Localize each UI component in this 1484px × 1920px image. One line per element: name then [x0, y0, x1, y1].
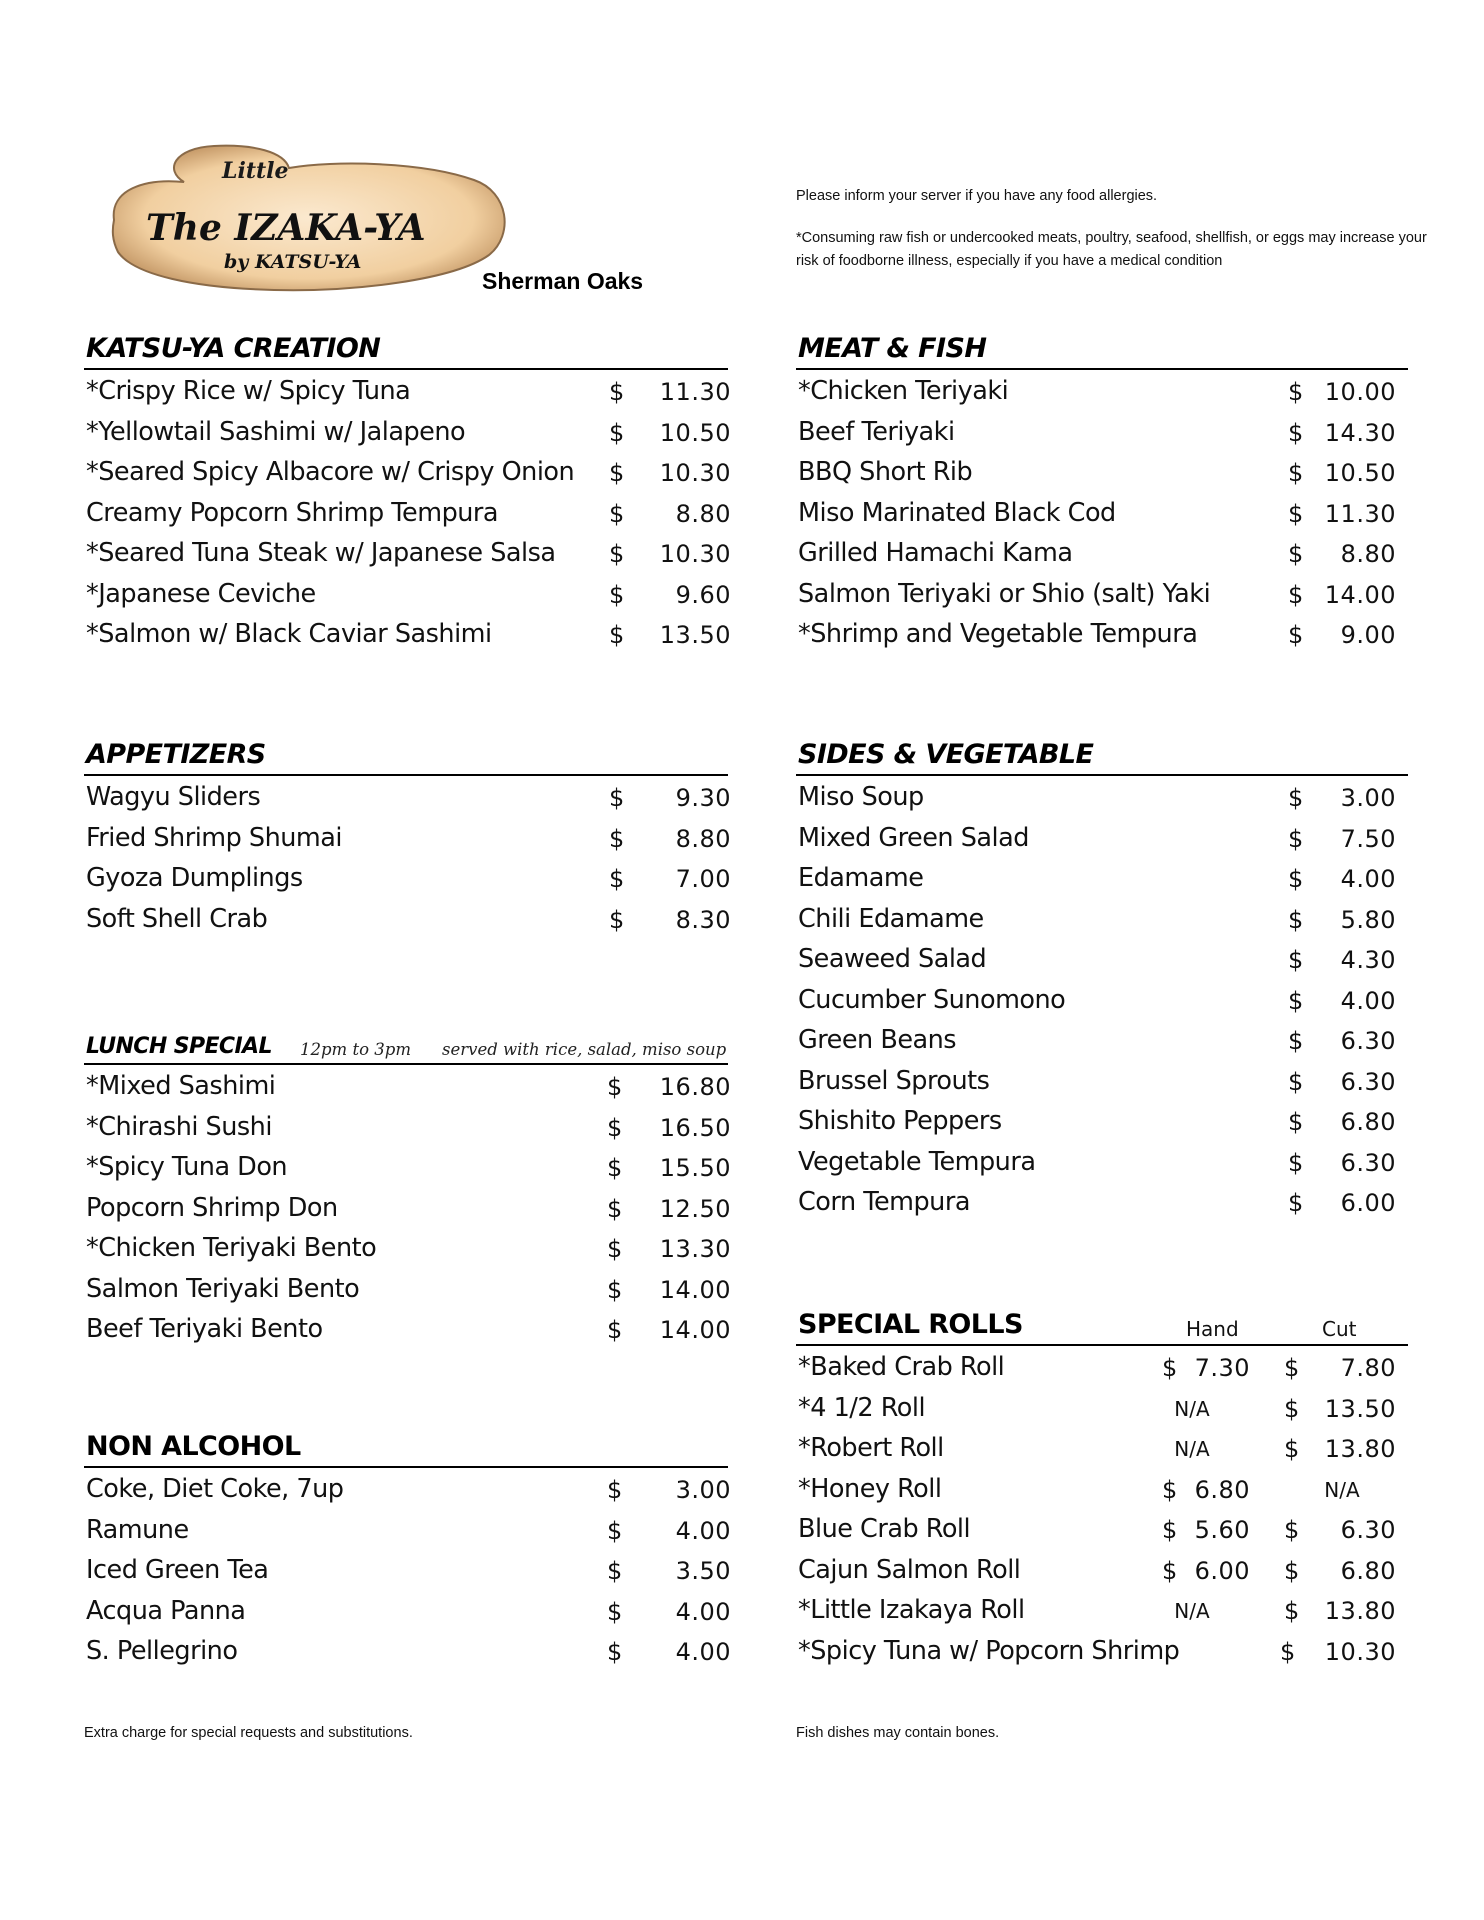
menu-item-price: 11.30 [659, 378, 731, 406]
menu-item-name: Corn Tempura [798, 1187, 970, 1217]
section-title: LUNCH SPECIAL [86, 1034, 272, 1059]
menu-item-name: Salmon Teriyaki Bento [86, 1273, 360, 1304]
menu-item-price: 9.00 [1340, 621, 1396, 649]
menu-item [796, 1346, 1408, 1387]
menu-item-name: *Shrimp and Vegetable Tempura [798, 619, 1198, 649]
menu-item [84, 451, 731, 492]
menu-item-price: 3.00 [675, 1476, 731, 1504]
currency-symbol: $ [607, 1638, 623, 1666]
currency-symbol: $ [1288, 580, 1304, 609]
menu-item-price: 10.00 [1324, 378, 1396, 406]
menu-item [84, 1146, 731, 1187]
menu-item [796, 492, 1408, 533]
menu-item-price: 4.00 [1340, 865, 1396, 893]
menu-item [796, 613, 1408, 654]
hand-price: 5.60 [1194, 1516, 1250, 1544]
menu-item-price: 14.30 [1324, 418, 1396, 447]
menu-item [796, 451, 1408, 492]
menu-item [796, 1630, 1408, 1671]
location-label: Sherman Oaks [482, 268, 644, 294]
currency-symbol: $ [609, 378, 625, 406]
currency-symbol: $ [1288, 865, 1304, 893]
menu-item [796, 1468, 1408, 1509]
menu-item-name: Soft Shell Crab [86, 903, 268, 934]
menu-item [84, 492, 731, 533]
currency-symbol: $ [609, 905, 625, 934]
cut-price: 13.80 [1324, 1435, 1396, 1463]
currency-symbol: $ [1288, 499, 1304, 528]
section-title: APPETIZERS [86, 739, 266, 770]
cut-price: 10.30 [1324, 1637, 1396, 1666]
menu-item-price: 15.50 [659, 1154, 731, 1182]
cut-price: 7.80 [1340, 1354, 1396, 1382]
menu-item-name: *Yellowtail Sashimi w/ Jalapeno [86, 416, 466, 447]
currency-symbol: $ [607, 1476, 623, 1504]
currency-symbol: $ [607, 1194, 623, 1223]
menu-item-name: Popcorn Shrimp Don [86, 1192, 338, 1223]
menu-item-price: 14.00 [1324, 580, 1396, 609]
menu-item [796, 1100, 1408, 1141]
section-title: SPECIAL ROLLS [798, 1309, 1023, 1340]
currency-symbol: $ [1162, 1475, 1178, 1504]
menu-item-price: 4.00 [675, 1638, 731, 1666]
menu-item [84, 573, 731, 614]
currency-symbol: $ [1288, 1189, 1304, 1217]
item-list [796, 370, 1408, 654]
item-list [796, 1346, 1408, 1670]
cut-price: 6.30 [1340, 1516, 1396, 1544]
logo-izakaya: The IZAKA-YA [146, 207, 426, 249]
cut-price-na: N/A [1324, 1477, 1360, 1502]
menu-item [84, 1227, 731, 1268]
menu-item-price: 8.30 [675, 905, 731, 934]
currency-symbol: $ [609, 784, 625, 812]
menu-item-name: Miso Soup [798, 782, 924, 812]
menu-item-name: *Mixed Sashimi [86, 1071, 276, 1101]
menu-item-name: *Spicy Tuna Don [86, 1152, 288, 1182]
section-title: NON ALCOHOL [86, 1431, 301, 1462]
menu-item-price: 9.60 [675, 580, 731, 609]
menu-item-price: 8.80 [1340, 540, 1396, 568]
menu-item-price: 16.50 [659, 1113, 731, 1142]
section-header [84, 326, 728, 370]
menu-item [84, 532, 731, 573]
allergy-notice: Please inform your server if you have any food allergies. [796, 188, 1158, 204]
menu-item-name: Iced Green Tea [86, 1555, 269, 1585]
menu-item-name: Edamame [798, 863, 924, 893]
currency-symbol: $ [607, 1516, 623, 1545]
menu-item-name: Mixed Green Salad [798, 822, 1029, 853]
currency-symbol: $ [1288, 540, 1304, 568]
menu-item [796, 532, 1408, 573]
footer-substitution-note: Extra charge for special requests and substitutions. [84, 1725, 413, 1741]
menu-item-price: 4.00 [675, 1597, 731, 1626]
section-header [796, 732, 1408, 776]
logo-by-katsuya: by KATSU-YA [224, 251, 362, 273]
currency-symbol: $ [1288, 905, 1304, 934]
menu-item-price: 7.50 [1340, 824, 1396, 853]
menu-item-name: Blue Crab Roll [798, 1514, 971, 1544]
menu-item [84, 898, 731, 939]
menu-item [796, 370, 1408, 411]
menu-item [84, 411, 731, 452]
currency-symbol: $ [607, 1113, 623, 1142]
menu-item-name: Shishito Peppers [798, 1106, 1002, 1136]
cut-price: 13.50 [1324, 1394, 1396, 1423]
menu-item-name: Beef Teriyaki [798, 416, 955, 447]
currency-symbol: $ [609, 540, 625, 568]
menu-item-name: *Seared Tuna Steak w/ Japanese Salsa [86, 538, 556, 568]
currency-symbol: $ [607, 1597, 623, 1626]
menu-item [796, 411, 1408, 452]
lunch-hours: 12pm to 3pm [300, 1040, 411, 1059]
item-list [84, 1468, 731, 1671]
section-appetizers [84, 732, 731, 938]
menu-item-name: Vegetable Tempura [798, 1146, 1036, 1177]
currency-symbol: $ [607, 1235, 623, 1263]
menu-item [796, 857, 1408, 898]
menu-item-name: Acqua Panna [86, 1595, 246, 1626]
item-list [84, 370, 731, 654]
menu-item-price: 5.80 [1340, 905, 1396, 934]
menu-item-price: 3.00 [1340, 784, 1396, 812]
currency-symbol: $ [1284, 1435, 1300, 1463]
currency-symbol: $ [607, 1275, 623, 1304]
menu-item-price: 6.80 [1340, 1108, 1396, 1136]
currency-symbol: $ [1288, 418, 1304, 447]
currency-symbol: $ [1284, 1556, 1300, 1585]
menu-item-name: Gyoza Dumplings [86, 863, 303, 893]
currency-symbol: $ [1288, 1108, 1304, 1136]
currency-symbol: $ [1288, 1148, 1304, 1177]
section-header [84, 732, 728, 776]
currency-symbol: $ [607, 1316, 623, 1344]
menu-item [84, 1187, 731, 1228]
section-title: KATSU-YA CREATION [86, 333, 381, 364]
footer-bones-note: Fish dishes may contain bones. [796, 1725, 1000, 1741]
currency-symbol: $ [609, 459, 625, 487]
menu-item [796, 1508, 1408, 1549]
hand-price: 6.80 [1194, 1475, 1250, 1504]
hand-price-na: N/A [1174, 1437, 1210, 1461]
hand-column-header: Hand [1186, 1317, 1239, 1341]
currency-symbol: $ [1288, 1067, 1304, 1096]
menu-item-price: 6.00 [1340, 1189, 1396, 1217]
menu-item-price: 7.00 [675, 865, 731, 893]
menu-item-price: 8.80 [675, 499, 731, 528]
section-katsuya-creation [84, 326, 731, 654]
currency-symbol: $ [1288, 946, 1304, 974]
currency-symbol: $ [607, 1073, 623, 1101]
menu-item [84, 1509, 731, 1550]
menu-item [84, 857, 731, 898]
currency-symbol: $ [609, 865, 625, 893]
cut-column-header: Cut [1322, 1317, 1357, 1341]
currency-symbol: $ [1288, 784, 1304, 812]
hand-price: 6.00 [1194, 1556, 1250, 1585]
menu-item [796, 1387, 1408, 1428]
hand-price: 7.30 [1194, 1354, 1250, 1382]
section-title: SIDES & VEGETABLE [798, 739, 1094, 770]
currency-symbol: $ [609, 824, 625, 853]
menu-item-name: *Honey Roll [798, 1473, 942, 1504]
currency-symbol: $ [1288, 459, 1304, 487]
item-list [84, 776, 731, 938]
section-title: MEAT & FISH [798, 333, 987, 364]
menu-item [796, 573, 1408, 614]
menu-item-price: 6.30 [1340, 1027, 1396, 1055]
section-header [796, 1302, 1408, 1346]
menu-item [796, 1060, 1408, 1101]
currency-symbol: $ [1284, 1516, 1300, 1544]
raw-food-warning: *Consuming raw fish or undercooked meats, poultry, seafood, shellfish, or eggs may increase your risk of foodborne illness, especially if you have a medical condition [796, 230, 1427, 269]
section-header [84, 1021, 728, 1065]
currency-symbol: $ [609, 418, 625, 447]
section-header [796, 326, 1408, 370]
menu-item [84, 1065, 731, 1106]
currency-symbol: $ [1162, 1354, 1178, 1382]
menu-item [796, 938, 1408, 979]
menu-item-price: 12.50 [659, 1194, 731, 1223]
menu-item-price: 4.00 [675, 1516, 731, 1545]
menu-item-name: *Salmon w/ Black Caviar Sashimi [86, 619, 492, 649]
currency-symbol: $ [1288, 824, 1304, 853]
menu-item [84, 1630, 731, 1671]
menu-item-name: Beef Teriyaki Bento [86, 1314, 323, 1344]
menu-item [796, 1181, 1408, 1222]
menu-item-name: Coke, Diet Coke, 7up [86, 1474, 344, 1504]
menu-item-name: Brussel Sprouts [798, 1065, 990, 1096]
menu-item-price: 10.30 [659, 459, 731, 487]
menu-item [84, 370, 731, 411]
menu-item-price: 14.00 [659, 1316, 731, 1344]
menu-item-name: S. Pellegrino [86, 1636, 238, 1666]
section-lunch-special [84, 1021, 731, 1349]
menu-item-name: *Robert Roll [798, 1433, 944, 1463]
menu-item [796, 1019, 1408, 1060]
menu-item [796, 1549, 1408, 1590]
currency-symbol: $ [1162, 1556, 1178, 1585]
menu-item-name: Cucumber Sunomono [798, 984, 1066, 1015]
menu-item-name: *4 1/2 Roll [798, 1392, 926, 1423]
menu-item [796, 1427, 1408, 1468]
menu-item-price: 13.30 [659, 1235, 731, 1263]
menu-item [796, 1141, 1408, 1182]
menu-item-name: Fried Shrimp Shumai [86, 822, 342, 853]
section-sides-vegetable [796, 732, 1408, 1222]
menu-item-name: Chili Edamame [798, 903, 984, 934]
currency-symbol: $ [609, 621, 625, 649]
menu-item-price: 13.50 [659, 621, 731, 649]
item-list [796, 776, 1408, 1222]
currency-symbol: $ [1284, 1354, 1300, 1382]
menu-item-price: 10.50 [659, 418, 731, 447]
menu-item [84, 1268, 731, 1309]
cut-price: 13.80 [1324, 1597, 1396, 1625]
currency-symbol: $ [1288, 621, 1304, 649]
logo-little: Little [222, 158, 289, 184]
currency-symbol: $ [1288, 986, 1304, 1015]
currency-symbol: $ [1288, 378, 1304, 406]
currency-symbol: $ [1284, 1597, 1300, 1625]
menu-item-name: Wagyu Sliders [86, 782, 261, 812]
section-meat-fish [796, 326, 1408, 654]
menu-item-price: 6.30 [1340, 1148, 1396, 1177]
section-header [84, 1424, 728, 1468]
menu-item-price: 11.30 [1324, 499, 1396, 528]
menu-item [84, 1106, 731, 1147]
menu-item-price: 6.30 [1340, 1067, 1396, 1096]
menu-item [84, 1308, 731, 1349]
menu-item-name: *Chicken Teriyaki Bento [86, 1233, 377, 1263]
currency-symbol: $ [1288, 1027, 1304, 1055]
menu-item-name: Seaweed Salad [798, 944, 987, 974]
lunch-served-with: served with rice, salad, miso soup [442, 1040, 727, 1059]
menu-item-price: 10.30 [659, 540, 731, 568]
menu-item [796, 898, 1408, 939]
currency-symbol: $ [607, 1557, 623, 1585]
menu-item [84, 776, 731, 817]
cut-price: 6.80 [1340, 1556, 1396, 1585]
menu-item-name: Miso Marinated Black Cod [798, 497, 1116, 528]
currency-symbol: $ [609, 499, 625, 528]
menu-item [796, 1589, 1408, 1630]
menu-item [796, 979, 1408, 1020]
menu-item [84, 1590, 731, 1631]
item-list [84, 1065, 731, 1349]
menu-item-name: Salmon Teriyaki or Shio (salt) Yaki [798, 578, 1211, 609]
menu-item-name: Green Beans [798, 1025, 957, 1055]
menu-item-name: *Japanese Ceviche [86, 578, 316, 609]
restaurant-logo [104, 140, 514, 300]
menu-item-name: BBQ Short Rib [798, 457, 973, 487]
currency-symbol: $ [609, 580, 625, 609]
section-special-rolls [796, 1302, 1408, 1670]
menu-item-price: 14.00 [659, 1275, 731, 1304]
currency-symbol: $ [1162, 1516, 1178, 1544]
hand-price-na: N/A [1174, 1396, 1210, 1421]
menu-item-price: 16.80 [659, 1073, 731, 1101]
hand-price-na: N/A [1174, 1599, 1210, 1623]
menu-item-price: 9.30 [675, 784, 731, 812]
menu-item-name: *Spicy Tuna w/ Popcorn Shrimp [798, 1635, 1180, 1666]
menu-item [84, 613, 731, 654]
section-non-alcohol [84, 1424, 731, 1671]
menu-item-name: *Chirashi Sushi [86, 1111, 272, 1142]
menu-item-price: 8.80 [675, 824, 731, 853]
menu-item [796, 817, 1408, 858]
menu-item [84, 1468, 731, 1509]
menu-item-name: Creamy Popcorn Shrimp Tempura [86, 497, 499, 528]
menu-item-price: 4.30 [1340, 946, 1396, 974]
menu-item-price: 10.50 [1324, 459, 1396, 487]
menu-item-price: 3.50 [675, 1557, 731, 1585]
menu-item-name: *Seared Spicy Albacore w/ Crispy Onion [86, 457, 575, 487]
currency-symbol: $ [1284, 1394, 1300, 1423]
currency-symbol: $ [607, 1154, 623, 1182]
menu-item-name: *Little Izakaya Roll [798, 1595, 1025, 1625]
currency-symbol: $ [1280, 1637, 1296, 1666]
menu-item-price: 4.00 [1340, 986, 1396, 1015]
menu-item-name: Grilled Hamachi Kama [798, 538, 1073, 568]
menu-item [796, 776, 1408, 817]
menu-item-name: *Baked Crab Roll [798, 1352, 1005, 1382]
menu-item [84, 817, 731, 858]
menu-item-name: Cajun Salmon Roll [798, 1554, 1021, 1585]
menu-item [84, 1549, 731, 1590]
menu-item-name: *Crispy Rice w/ Spicy Tuna [86, 376, 411, 406]
menu-item-name: Ramune [86, 1514, 189, 1545]
menu-item-name: *Chicken Teriyaki [798, 376, 1009, 406]
